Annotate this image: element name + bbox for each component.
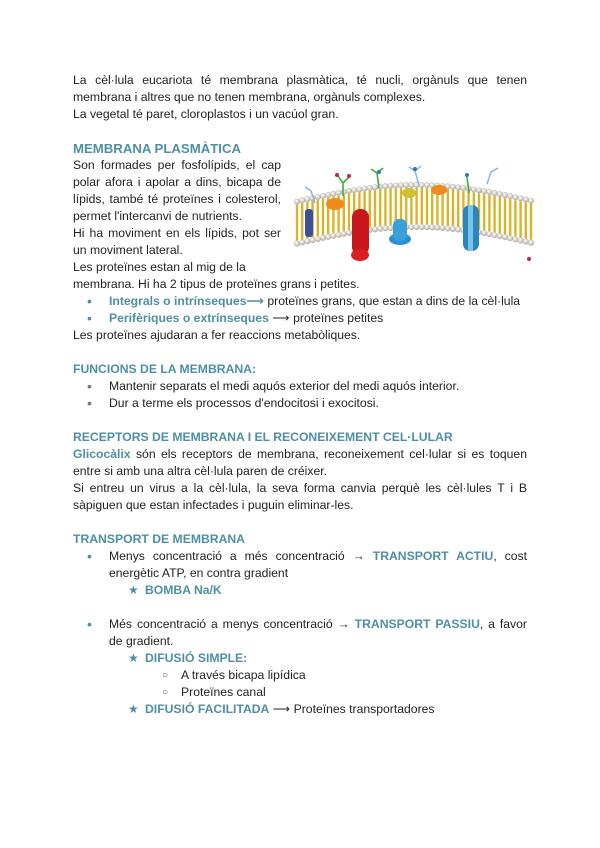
cholesterol <box>305 209 313 237</box>
section-heading-funcions: FUNCIONS DE LA MEMBRANA: <box>73 362 257 376</box>
funcions-list <box>73 378 527 412</box>
section-heading-membrana: MEMBRANA PLASMÀTICA <box>73 141 242 156</box>
list-item: • Mantenir separats el medi aquós exterior del medi aquós interior. <box>73 378 527 395</box>
section-heading-transport: TRANSPORT DE MEMBRANA <box>73 532 245 546</box>
sub-item: ○ A través bicapa lipídica <box>73 667 527 684</box>
membrana-paragraph-1: Son formades per fosfolípids, el cap polar afora i apolar a dins, bicapa de lípids, també té proteïnes i colesterol, permet l'intercanvi de nutrients. <box>73 158 281 223</box>
list-item-transport-passiu: • Més concentració a menys concentració → TRANSPORT PASSIU, a favor de gradient. <box>73 616 527 650</box>
transport-list <box>73 548 527 599</box>
document-page <box>73 72 527 718</box>
channel-protein-blue <box>463 205 479 251</box>
transport-list-2 <box>73 616 527 718</box>
list-item-integral: • Integrals o intrínseques⟶ proteïnes grans, que estan a dins de la cèl·lula <box>73 293 527 310</box>
cell-membrane-illustration <box>291 163 541 273</box>
list-item: • Dur a terme els processos d'endocitosi i exocitosi. <box>73 395 527 412</box>
protein-types-list <box>73 293 527 327</box>
star-item-difusio-facilitada: ★ DIFUSIÓ FACILITADA ⟶ Proteïnes transportadores <box>73 701 527 718</box>
membrana-paragraph-4: Les proteïnes ajudaran a fer reaccions metabòliques. <box>73 328 361 342</box>
receptors-paragraph-2: Si entreu un virus a la cèl·lula, la seva forma canvia perquè les cèl·lules T i B sàpiguen que estan infectades i puguin eliminar-les. <box>73 481 527 512</box>
membrana-paragraph-3: Les proteïnes estan al mig de la membrana. Hi ha 2 tipus de proteïnes grans i petites. <box>73 260 360 291</box>
list-item-periferiques: • Perifèriques o extrínseques ⟶ proteïnes petites <box>73 310 527 327</box>
membrana-paragraph-2: Hi ha moviment en els lípids, pot ser un moviment lateral. <box>73 226 281 257</box>
section-heading-receptors: RECEPTORS DE MEMBRANA I EL RECONEIXEMENT CEL·LULAR <box>73 430 453 444</box>
intro-paragraph-2: La vegetal té paret, cloroplastos i un vacúol gran. <box>73 107 339 121</box>
intro-paragraph: La cèl·lula eucariota té membrana plasmàtica, té nucli, orgànuls que tenen membrana i altres que no tenen membrana, orgànuls complexes. <box>73 73 527 104</box>
star-item-bomba: ★ BOMBA Na/K <box>73 582 527 599</box>
sub-item: ○ Proteïnes canal <box>73 684 527 701</box>
integral-protein-red <box>351 209 369 261</box>
list-item-transport-actiu: • Menys concentració a més concentració → TRANSPORT ACTIU, cost energètic ATP, en contra gradient <box>73 548 527 582</box>
peripheral-protein-orange <box>326 198 344 210</box>
star-item-difusio-simple: ★ DIFUSIÓ SIMPLE: <box>73 650 527 667</box>
receptors-paragraph-1: Glicocàlix són els receptors de membrana, reconeixement cel·lular si es toquen entre si amb una altra cèl·lula paren de créixer. <box>73 447 527 478</box>
